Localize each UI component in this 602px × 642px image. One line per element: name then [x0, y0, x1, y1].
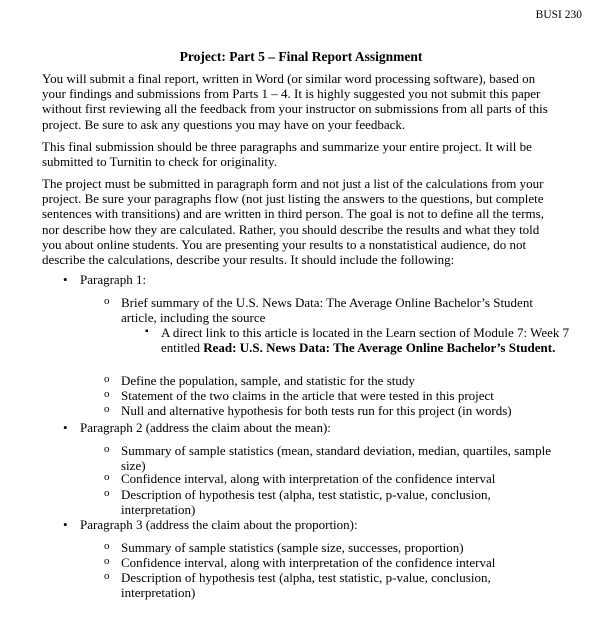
sub-item-text: Summary of sample statistics (mean, standard deviation, median, quartiles, sample size)	[121, 443, 551, 474]
sub-sub-item	[145, 325, 571, 356]
sub-item	[104, 388, 561, 403]
list-item-paragraph-2	[63, 420, 560, 435]
sub-item-text: Statement of the two claims in the article that were tested in this project	[121, 388, 494, 403]
sub-item	[104, 403, 561, 418]
circle-bullet-icon: o	[104, 373, 110, 385]
sub-item	[104, 570, 561, 601]
sub-item	[104, 443, 561, 474]
sub-item-text: Define the population, sample, and statistic for the study	[121, 373, 415, 388]
circle-bullet-icon: o	[104, 540, 110, 552]
circle-bullet-icon: o	[104, 443, 110, 455]
circle-bullet-icon: o	[104, 403, 110, 415]
sub-item	[104, 471, 561, 486]
page-title: Project: Part 5 – Final Report Assignment	[179, 49, 423, 64]
circle-bullet-icon: o	[104, 295, 110, 307]
sub-item-text: Description of hypothesis test (alpha, test statistic, p-value, conclusion, interpretation)	[121, 570, 491, 601]
sub-item	[104, 540, 561, 555]
list-item-label: Paragraph 3 (address the claim about the proportion):	[80, 517, 358, 532]
sub-item-text: Null and alternative hypothesis for both tests run for this project (in words)	[121, 403, 512, 418]
sub-item-text: Confidence interval, along with interpretation of the confidence interval	[121, 471, 496, 486]
list-item-label: Paragraph 1:	[80, 272, 147, 287]
circle-bullet-icon: o	[104, 570, 110, 582]
list-item-paragraph-1	[63, 272, 560, 287]
sub-item	[104, 555, 561, 570]
intro-paragraph: You will submit a final report, written in Word (or similar word processing software), based on your findings and submissions from Parts 1 – 4. It is highly suggested you not submit this paper without first reviewing all the feedback from your instructor on submissions from all parts of this project. Be sure to ask any questions you may have on your feedback.	[42, 71, 548, 132]
submission-paragraph: This final submission should be three paragraphs and summarize your entire project. It will be submitted to Turnitin to check for originality.	[42, 139, 532, 170]
sub-item	[104, 487, 561, 518]
circle-bullet-icon: o	[104, 555, 110, 567]
bullet-icon: •	[63, 517, 68, 532]
requirements-paragraph: The project must be submitted in paragraph form and not just a list of the calculations from your project. Be sure your paragraphs flow (not just listing the answers to the questions, but complete sentences with transitions) and are written in third person. The goal is not to define all the terms, nor describe how they are calculated. Rather, you should describe the results and what they told you about online students. You are presenting your results to a nonstatistical audience, do not describe the calculations, describe your results. It should include the following:	[42, 176, 544, 268]
article-link-title: Read: U.S. News Data: The Average Online Bachelor’s Student.	[203, 340, 556, 356]
sub-sub-item-text: A direct link to this article is located in the Learn section of Module 7: Week 7 entitled	[161, 325, 570, 356]
circle-bullet-icon: o	[104, 388, 110, 400]
bullet-icon: •	[63, 272, 68, 287]
sub-item-text: Description of hypothesis test (alpha, test statistic, p-value, conclusion, interpretation)	[121, 487, 491, 518]
course-code: BUSI 230	[535, 9, 582, 21]
sub-item	[104, 295, 561, 326]
list-item-paragraph-3	[63, 517, 560, 532]
sub-item	[104, 373, 561, 388]
sub-item-text: Brief summary of the U.S. News Data: The Average Online Bachelor’s Student article, including the source	[121, 295, 533, 326]
sub-item-text: Summary of sample statistics (sample size, successes, proportion)	[121, 540, 464, 555]
circle-bullet-icon: o	[104, 471, 110, 483]
list-item-label: Paragraph 2 (address the claim about the mean):	[80, 420, 331, 435]
bullet-icon: •	[63, 420, 68, 435]
sub-item-text: Confidence interval, along with interpretation of the confidence interval	[121, 555, 496, 570]
circle-bullet-icon: o	[104, 487, 110, 499]
square-bullet-icon: ▪	[145, 326, 149, 337]
